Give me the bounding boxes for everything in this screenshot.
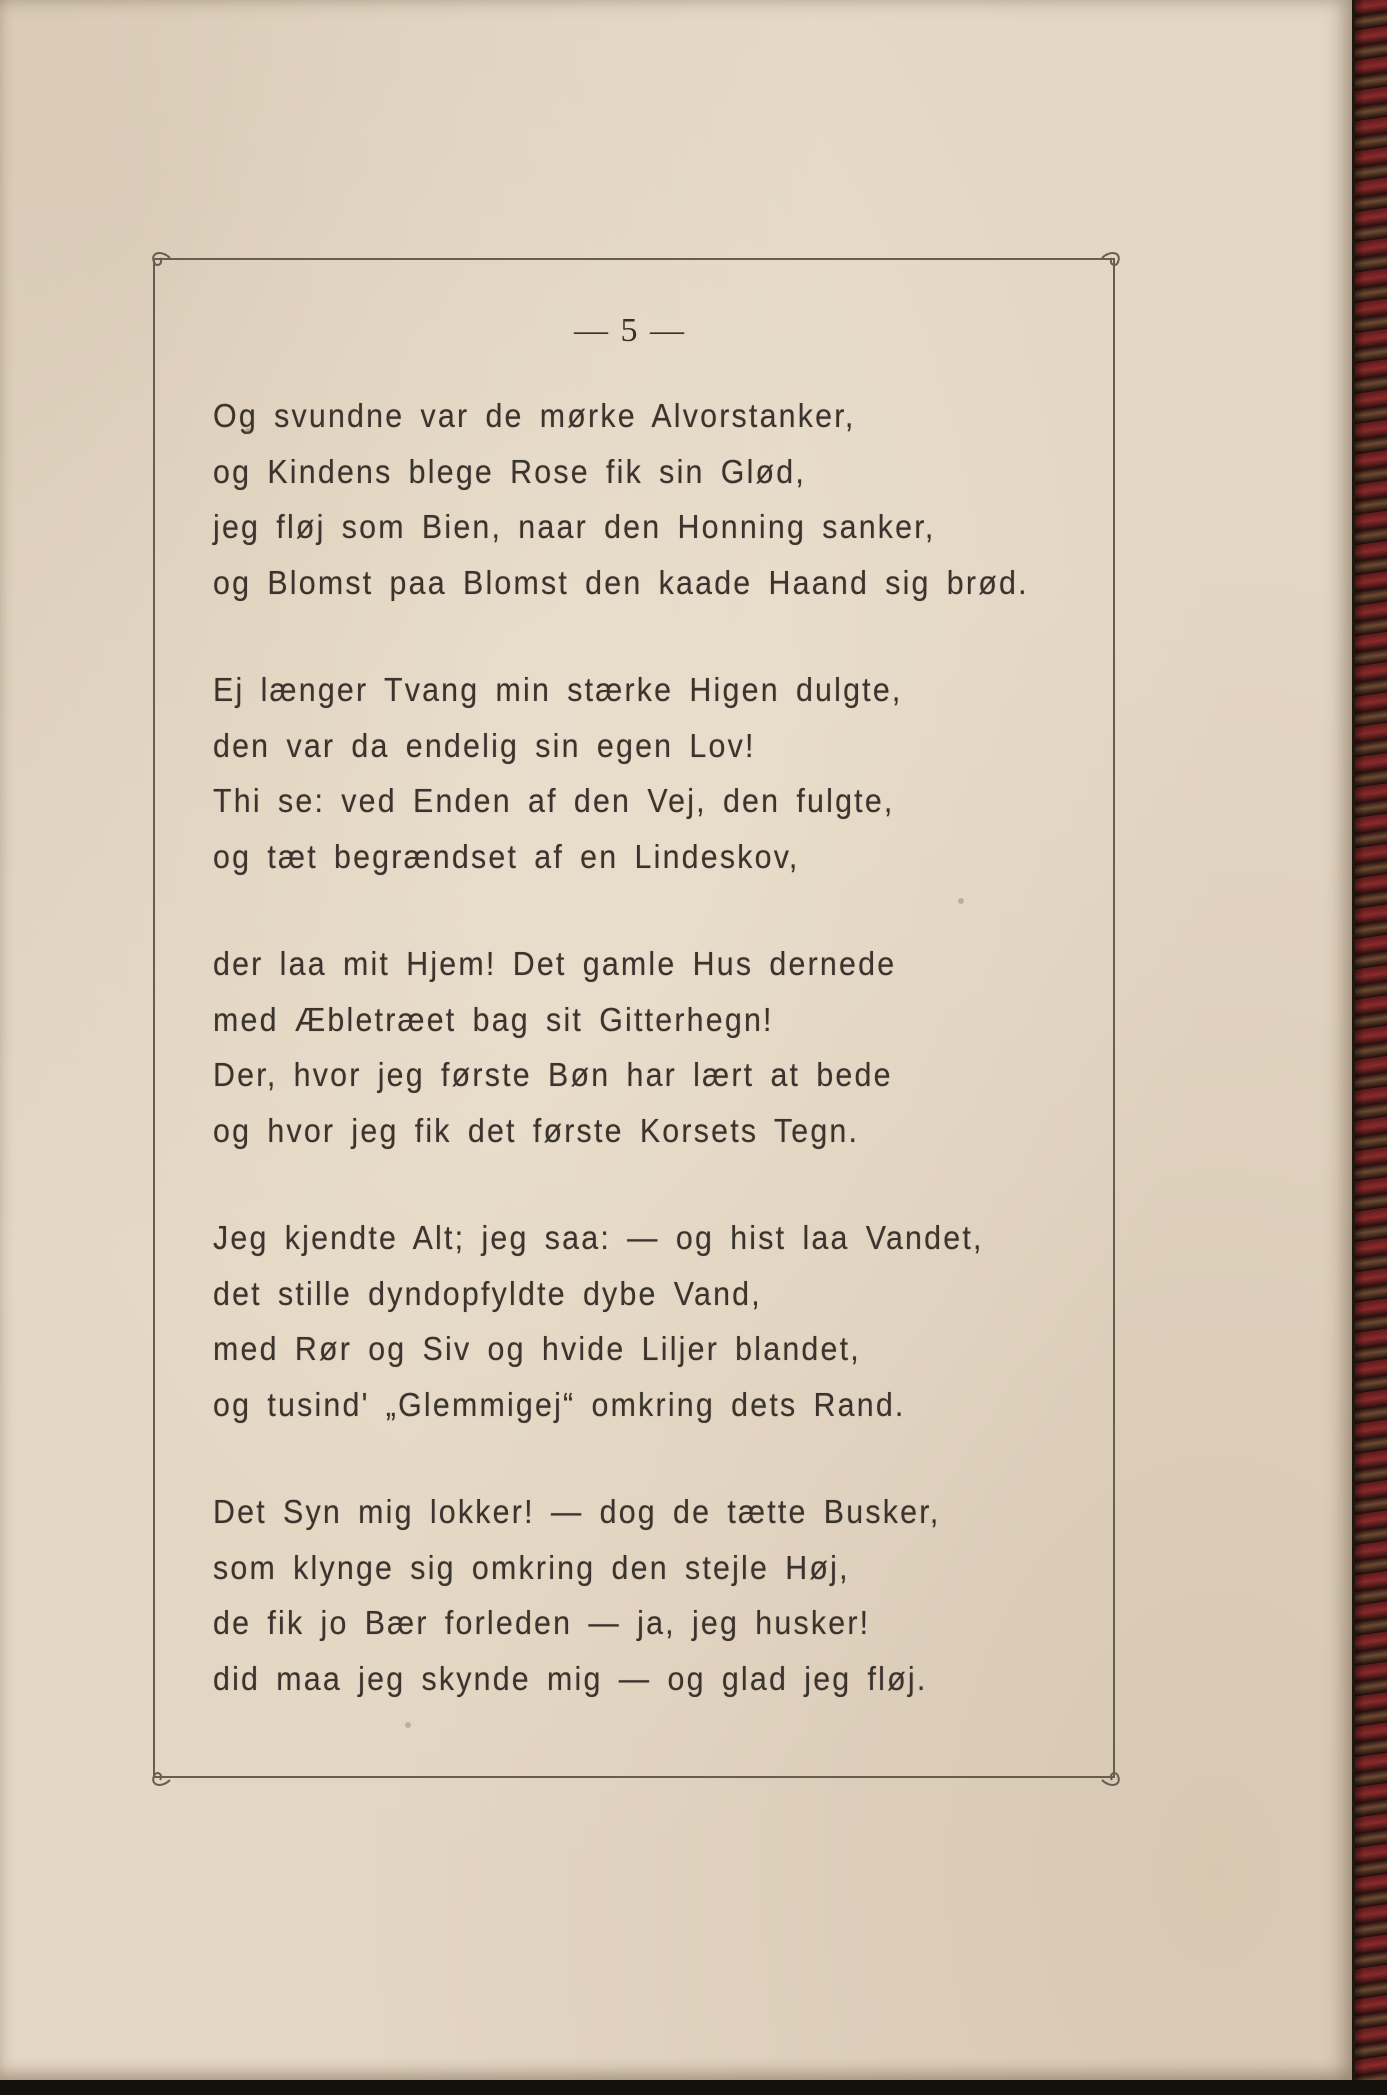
poem-line: det stille dyndopfyldte dybe Vand, bbox=[213, 1274, 762, 1312]
corner-flourish-icon bbox=[140, 244, 176, 280]
corner-flourish-icon bbox=[1096, 244, 1132, 280]
poem-line: Det Syn mig lokker! — dog de tætte Busker, bbox=[213, 1493, 941, 1530]
page-number: — 5 — bbox=[574, 312, 686, 349]
poem-line: did maa jeg skynde mig — og glad jeg fløj. bbox=[213, 1659, 928, 1697]
poem-body bbox=[213, 388, 1093, 1758]
poem-line: og tæt begrændset af en Lindeskov, bbox=[213, 837, 800, 875]
stanza bbox=[213, 936, 1093, 1158]
poem-line: Der, hvor jeg første Bøn har lært at bede bbox=[213, 1056, 893, 1093]
poem-line: Thi se: ved Enden af den Vej, den fulgte, bbox=[213, 782, 895, 819]
corner-flourish-icon bbox=[1096, 1758, 1132, 1794]
stanza bbox=[213, 388, 1093, 610]
poem-line: Ej længer Tvang min stærke Higen dulgte, bbox=[213, 671, 903, 708]
stanza bbox=[213, 1210, 1093, 1432]
poem-line: som klynge sig omkring den stejle Høj, bbox=[213, 1548, 850, 1586]
poem-line: den var da endelig sin egen Lov! bbox=[213, 726, 756, 764]
paper-blemish bbox=[958, 898, 964, 904]
poem-line: og tusind' „Glemmigej“ omkring dets Rand. bbox=[213, 1385, 906, 1423]
paper-blemish bbox=[405, 1722, 411, 1728]
poem-line: med Rør og Siv og hvide Liljer blandet, bbox=[213, 1330, 861, 1367]
corner-flourish-icon bbox=[140, 1758, 176, 1794]
bottom-scan-edge bbox=[0, 2080, 1387, 2095]
poem-line: de fik jo Bær forleden — ja, jeg husker! bbox=[213, 1604, 871, 1641]
page-gutter-shadow bbox=[1352, 0, 1364, 2095]
poem-line: Og svundne var de mørke Alvorstanker, bbox=[213, 397, 856, 434]
poem-line: og Blomst paa Blomst den kaade Haand sig brød. bbox=[213, 563, 1029, 601]
poem-line: og hvor jeg fik det første Korsets Tegn. bbox=[213, 1111, 860, 1149]
poem-line: jeg fløj som Bien, naar den Honning sanker, bbox=[213, 508, 936, 545]
paper-blemish bbox=[245, 428, 251, 434]
poem-line: Jeg kjendte Alt; jeg saa: — og hist laa Vandet, bbox=[213, 1219, 984, 1256]
stanza bbox=[213, 662, 1093, 884]
poem-line: og Kindens blege Rose fik sin Glød, bbox=[213, 452, 807, 490]
poem-line: med Æbletræet bag sit Gitterhegn! bbox=[213, 1000, 774, 1038]
poem-line: der laa mit Hjem! Det gamle Hus dernede bbox=[213, 945, 897, 982]
stanza bbox=[213, 1484, 1093, 1706]
